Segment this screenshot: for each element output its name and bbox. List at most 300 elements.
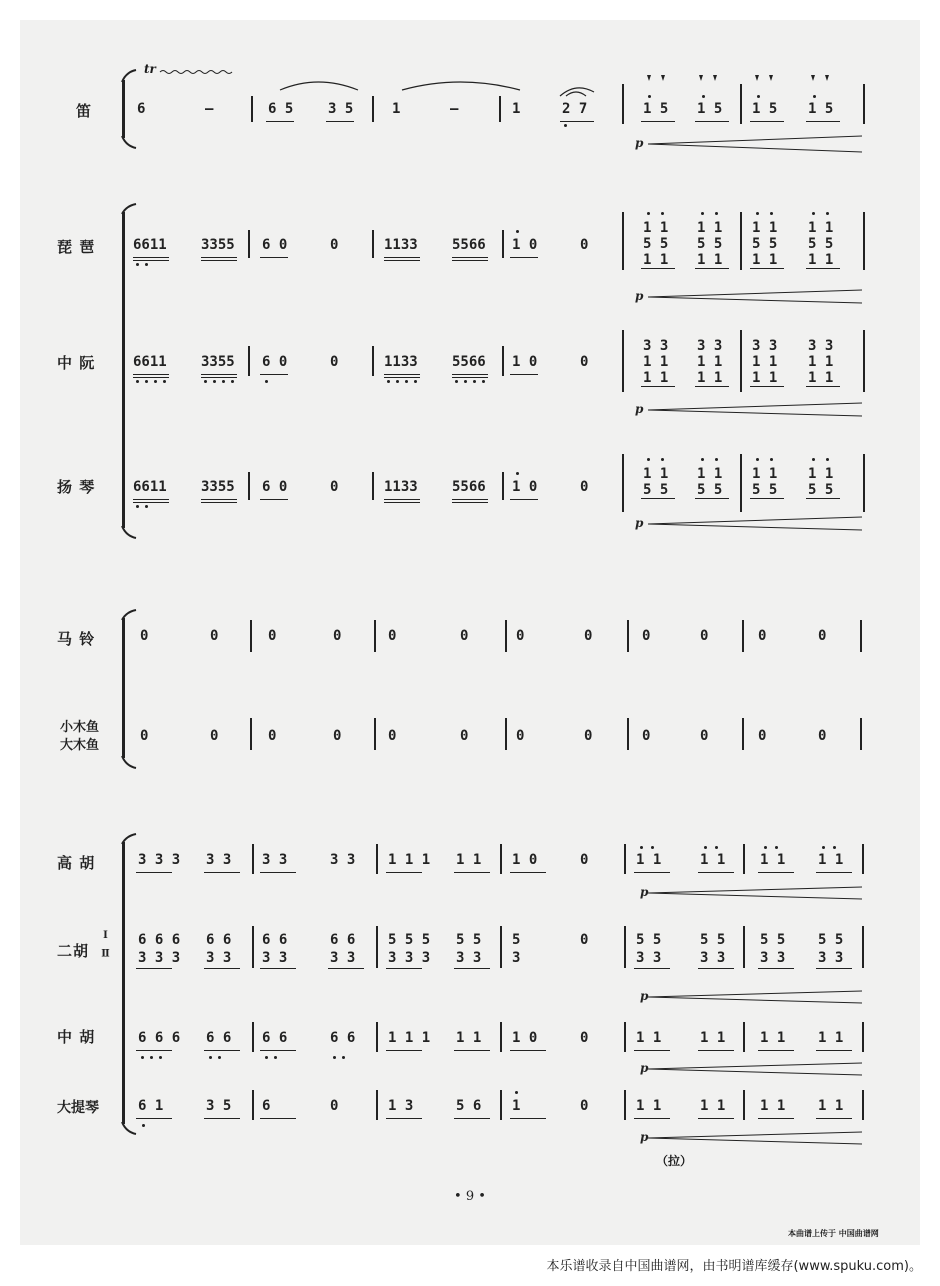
note: 6 6: [206, 932, 232, 948]
note: 5 5: [643, 482, 669, 498]
note: 0: [330, 354, 339, 370]
barline: [624, 926, 626, 968]
octave-dot-low: [274, 1056, 277, 1059]
dynamic-p: p: [640, 1061, 649, 1075]
note: 1 1: [760, 1098, 786, 1114]
beam: [386, 968, 422, 969]
octave-dot-low: [136, 505, 139, 508]
note: 3355: [201, 237, 235, 253]
note: 0: [330, 1098, 339, 1114]
note: 6 6: [262, 932, 288, 948]
beam: [634, 1118, 670, 1119]
note: 1 1: [456, 852, 482, 868]
barline: [502, 346, 504, 376]
octave-dot-low: [405, 380, 408, 383]
note: 6 6: [330, 1030, 356, 1046]
rest: 0: [700, 628, 709, 644]
beam: [136, 968, 172, 969]
note: 1 0: [512, 852, 538, 868]
barline: [624, 1022, 626, 1052]
beam: [201, 502, 237, 503]
note: 6: [262, 1098, 271, 1114]
footer-note: 本乐谱收录自中国曲谱网，由书明谱库缓存(www.spuku.com)。: [546, 1259, 922, 1274]
barline: [376, 844, 378, 874]
beam: [510, 1118, 546, 1119]
label-zhongruan: 中 阮: [57, 354, 96, 372]
barline: [743, 1090, 745, 1120]
rest: 0: [642, 628, 651, 644]
octave-dot: [647, 458, 650, 461]
barline: [502, 230, 504, 258]
beam: [326, 121, 354, 122]
rest: 0: [210, 628, 219, 644]
octave-dot: [661, 212, 664, 215]
barline: [860, 620, 862, 652]
beam: [758, 1118, 794, 1119]
note: 5566: [452, 354, 486, 370]
rest: 0: [642, 728, 651, 744]
octave-dot: [812, 458, 815, 461]
octave-dot: [516, 472, 519, 475]
note: 3 3: [700, 950, 726, 966]
beam: [452, 502, 488, 503]
barline: [248, 472, 250, 500]
bowing-mark: （拉）: [656, 1154, 693, 1168]
label-erhu: 二胡: [57, 942, 90, 960]
beam: [386, 1118, 422, 1119]
rest: 0: [700, 728, 709, 744]
octave-dot: [651, 846, 654, 849]
dynamic-p: p: [640, 989, 649, 1003]
beam: [806, 498, 840, 499]
barline: [500, 1090, 502, 1120]
note: 3 3: [697, 338, 723, 354]
beam: [452, 374, 488, 375]
octave-dot: [770, 212, 773, 215]
octave-dot-low: [231, 380, 234, 383]
beam: [806, 121, 840, 122]
note: 5 5: [456, 932, 482, 948]
beam: [510, 374, 538, 375]
beam: [750, 268, 784, 269]
octave-dot: [715, 212, 718, 215]
barline: [862, 844, 864, 874]
note: 3 3: [752, 338, 778, 354]
label-gaohu: 高 胡: [57, 854, 96, 872]
barline: [372, 346, 374, 376]
note: 6 6 6: [138, 932, 181, 948]
beam: [266, 121, 294, 122]
note: 6 6 6: [138, 1030, 181, 1046]
note: 0: [580, 932, 589, 948]
note: 1 5: [752, 101, 778, 117]
barline: [376, 1022, 378, 1052]
beam: [698, 872, 734, 873]
barline: [505, 620, 507, 652]
rest: 0: [460, 728, 469, 744]
octave-dot: [826, 458, 829, 461]
barline: [622, 212, 624, 270]
barline: [742, 718, 744, 750]
barline: [863, 212, 865, 270]
label-pipa: 琵 琶: [57, 238, 96, 256]
note: 1 0: [512, 237, 538, 253]
note: 3 3: [808, 338, 834, 354]
note: 3355: [201, 479, 235, 495]
barline: [499, 96, 501, 122]
octave-dot-low: [473, 380, 476, 383]
note: 5 5: [808, 482, 834, 498]
note: 3 3: [456, 950, 482, 966]
barline: [251, 96, 253, 122]
beam: [384, 502, 420, 503]
note: 1: [392, 101, 401, 117]
barline: [376, 1090, 378, 1120]
beam: [634, 1050, 670, 1051]
beam: [452, 499, 488, 500]
note: 1 1: [760, 852, 786, 868]
beam: [204, 1118, 240, 1119]
beam: [201, 257, 237, 258]
octave-dot-low: [387, 380, 390, 383]
rest: 0: [516, 628, 525, 644]
octave-dot: [661, 458, 664, 461]
octave-dot: [756, 212, 759, 215]
beam: [758, 872, 794, 873]
note: 3 3 3: [388, 950, 431, 966]
note: 1 1: [643, 252, 669, 268]
note: 1 1: [643, 354, 669, 370]
rest: 0: [210, 728, 219, 744]
barline: [622, 330, 624, 392]
beam: [816, 968, 852, 969]
beam: [260, 374, 288, 375]
note: —: [205, 101, 214, 117]
note: 3 3 3: [138, 852, 181, 868]
barline: [374, 718, 376, 750]
note: 1 3: [388, 1098, 414, 1114]
note: 1133: [384, 237, 418, 253]
beam: [510, 872, 546, 873]
note: 5 5: [697, 482, 723, 498]
note: 6 6: [262, 1030, 288, 1046]
barline: [862, 926, 864, 968]
beam: [750, 498, 784, 499]
beam: [641, 268, 675, 269]
octave-dot: [756, 458, 759, 461]
note: 1 1: [700, 1098, 726, 1114]
octave-dot: [770, 458, 773, 461]
octave-dot-low: [342, 1056, 345, 1059]
note: 1 0: [512, 479, 538, 495]
note: 1 5: [697, 101, 723, 117]
barline: [252, 1022, 254, 1052]
beam: [816, 1050, 852, 1051]
octave-dot: [702, 95, 705, 98]
note: 1: [512, 101, 521, 117]
beam: [260, 499, 288, 500]
note: 0: [330, 237, 339, 253]
beam: [384, 260, 420, 261]
note: 1 1: [760, 1030, 786, 1046]
octave-dot: [715, 846, 718, 849]
barline: [248, 230, 250, 258]
note: 6 6: [330, 932, 356, 948]
dynamic-p: p: [635, 516, 644, 530]
note: 5 5: [760, 932, 786, 948]
octave-dot-low: [145, 505, 148, 508]
barline: [500, 926, 502, 968]
note: 1 1: [808, 466, 834, 482]
rest: 0: [758, 628, 767, 644]
note: 1 1: [643, 370, 669, 386]
note: 3 3 3: [138, 950, 181, 966]
beam: [133, 499, 169, 500]
barline: [505, 718, 507, 750]
label-yangqin: 扬 琴: [57, 478, 96, 496]
octave-dot-low: [265, 380, 268, 383]
rest: 0: [388, 728, 397, 744]
rest: 0: [818, 728, 827, 744]
beam: [510, 1050, 546, 1051]
octave-dot-low: [455, 380, 458, 383]
note: 1 1: [752, 370, 778, 386]
beam: [698, 1050, 734, 1051]
octave-dot-low: [265, 1056, 268, 1059]
note: 1 1: [752, 466, 778, 482]
barline: [624, 1090, 626, 1120]
beam: [695, 121, 729, 122]
note: 1 1: [700, 1030, 726, 1046]
note: 1 5: [643, 101, 669, 117]
octave-dot-low: [209, 1056, 212, 1059]
beam: [452, 257, 488, 258]
dynamic-p: p: [635, 402, 644, 416]
beam: [641, 121, 675, 122]
note: 1 1: [697, 354, 723, 370]
note: 6611: [133, 354, 167, 370]
note: 1 1: [818, 852, 844, 868]
note: 1133: [384, 479, 418, 495]
barline: [376, 926, 378, 968]
note: 3 5: [206, 1098, 232, 1114]
note: 1 1: [643, 220, 669, 236]
rest: 0: [516, 728, 525, 744]
note: 1 1: [643, 466, 669, 482]
beam: [260, 968, 296, 969]
rest: 0: [268, 728, 277, 744]
note: 2 7: [562, 101, 588, 117]
dynamic-p: p: [635, 136, 644, 150]
beam: [386, 872, 422, 873]
octave-dot: [648, 95, 651, 98]
octave-dot-low: [464, 380, 467, 383]
beam: [698, 1118, 734, 1119]
beam: [641, 386, 675, 387]
octave-dot-low: [222, 380, 225, 383]
label-muyu-small: 小木鱼: [60, 720, 100, 735]
dynamic-p: p: [640, 1130, 649, 1144]
dynamic-p: p: [640, 885, 649, 899]
octave-dot-low: [204, 380, 207, 383]
note: 3 3: [206, 852, 232, 868]
beam: [133, 374, 169, 375]
note: 5 5: [818, 932, 844, 948]
beam: [806, 386, 840, 387]
rest: 0: [333, 628, 342, 644]
rest: 0: [584, 628, 593, 644]
note: 3 3: [330, 852, 356, 868]
note: 1 1: [808, 370, 834, 386]
octave-dot: [826, 212, 829, 215]
note: 3 3: [760, 950, 786, 966]
beam: [560, 121, 594, 122]
octave-dot-low: [154, 380, 157, 383]
beam: [204, 872, 240, 873]
octave-dot: [822, 846, 825, 849]
rest: 0: [818, 628, 827, 644]
beam: [260, 1118, 296, 1119]
note: 3 3: [636, 950, 662, 966]
barline: [862, 1090, 864, 1120]
note: 1 0: [512, 354, 538, 370]
note: 1 1: [752, 220, 778, 236]
note: 6 1: [138, 1098, 164, 1114]
page-number: • 9 •: [454, 1189, 486, 1204]
barline: [743, 1022, 745, 1052]
beam: [133, 377, 169, 378]
beam: [452, 260, 488, 261]
note: 0: [580, 479, 589, 495]
octave-dot-low: [213, 380, 216, 383]
octave-dot: [764, 846, 767, 849]
barline: [627, 718, 629, 750]
note: 5 5: [752, 236, 778, 252]
label-di: 笛: [76, 102, 93, 120]
barline: [622, 454, 624, 512]
rest: 0: [388, 628, 397, 644]
upload-note: 本曲谱上传于 中国曲谱网: [788, 1229, 879, 1238]
barline: [500, 844, 502, 874]
note: 6 0: [262, 479, 288, 495]
octave-dot-low: [145, 263, 148, 266]
beam: [806, 268, 840, 269]
barline: [860, 718, 862, 750]
note: 5 6: [456, 1098, 482, 1114]
barline: [740, 454, 742, 512]
note: 6 6: [206, 1030, 232, 1046]
barline: [740, 212, 742, 270]
note: 6611: [133, 479, 167, 495]
note: 3 3: [262, 852, 288, 868]
barline: [862, 1022, 864, 1052]
beam: [454, 872, 490, 873]
beam: [384, 377, 420, 378]
beam: [136, 1118, 172, 1119]
beam: [695, 268, 729, 269]
octave-dot: [757, 95, 760, 98]
note: 3 3: [206, 950, 232, 966]
beam: [201, 377, 237, 378]
label-erhu-parts: Ⅰ Ⅱ: [100, 930, 111, 962]
beam: [816, 872, 852, 873]
note: 5 5: [700, 932, 726, 948]
octave-dot-low: [136, 263, 139, 266]
barline: [372, 472, 374, 500]
barline: [372, 96, 374, 122]
beam: [816, 1118, 852, 1119]
note: 1 1: [752, 354, 778, 370]
note: 1 1: [752, 252, 778, 268]
octave-dot-low: [396, 380, 399, 383]
beam: [384, 374, 420, 375]
beam: [136, 872, 172, 873]
note: 3 3: [643, 338, 669, 354]
beam: [750, 121, 784, 122]
note: 0: [580, 852, 589, 868]
label-zhonghu: 中 胡: [57, 1028, 96, 1046]
octave-dot: [701, 458, 704, 461]
beam: [758, 1050, 794, 1051]
barline: [252, 1090, 254, 1120]
beam: [695, 386, 729, 387]
barline: [742, 620, 744, 652]
note: 1 1: [697, 252, 723, 268]
barline: [622, 84, 624, 124]
note: 0: [330, 479, 339, 495]
label-datiqin: 大提琴: [57, 1100, 99, 1116]
trill-mark: tr: [144, 62, 156, 76]
note: 5566: [452, 237, 486, 253]
note: 1 1: [700, 852, 726, 868]
beam: [454, 1118, 490, 1119]
label-maling: 马 铃: [57, 630, 96, 648]
beam: [260, 1050, 296, 1051]
note: 5566: [452, 479, 486, 495]
barline: [863, 84, 865, 124]
octave-dot: [704, 846, 707, 849]
barline: [250, 620, 252, 652]
barline: [372, 230, 374, 258]
barline: [740, 330, 742, 392]
note: 1 1: [636, 1098, 662, 1114]
barline: [627, 620, 629, 652]
note: 6611: [133, 237, 167, 253]
octave-dot-low: [564, 124, 567, 127]
octave-dot: [516, 230, 519, 233]
note: 1 5: [808, 101, 834, 117]
beam: [201, 374, 237, 375]
note: 5 5: [697, 236, 723, 252]
beam: [452, 377, 488, 378]
note: 1 1 1: [388, 852, 431, 868]
octave-dot-low: [163, 380, 166, 383]
beam: [386, 1050, 422, 1051]
note: 1 1: [808, 220, 834, 236]
note: 1 1: [808, 354, 834, 370]
note: 5 5: [752, 482, 778, 498]
rest: 0: [140, 628, 149, 644]
beam: [758, 968, 794, 969]
note: 1 1: [697, 466, 723, 482]
barline: [500, 1022, 502, 1052]
beam: [384, 499, 420, 500]
beam: [201, 260, 237, 261]
note: 0: [580, 237, 589, 253]
octave-dot-low: [159, 1056, 162, 1059]
octave-dot: [833, 846, 836, 849]
note: 6 0: [262, 237, 288, 253]
